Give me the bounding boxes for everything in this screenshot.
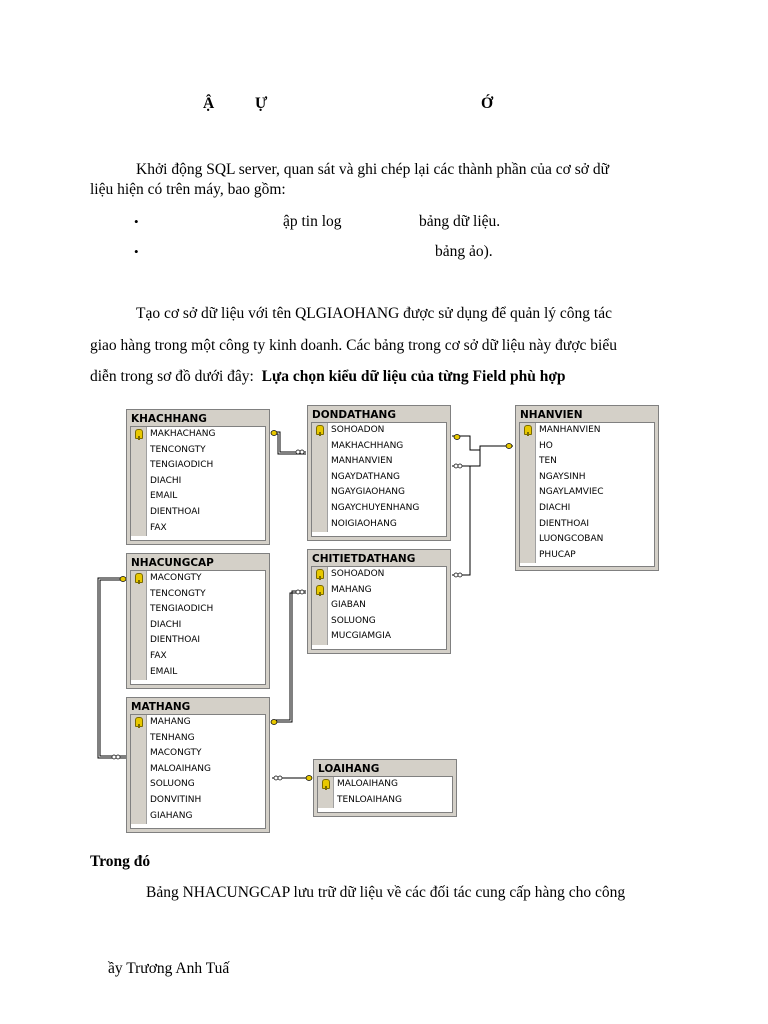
row-selector <box>312 629 328 645</box>
heading-fragment-2: Ự <box>255 95 268 112</box>
table-field-row[interactable] <box>312 501 446 517</box>
field-name: SOLUONG <box>150 779 195 790</box>
primary-key-icon <box>312 423 328 439</box>
row-selector <box>312 439 328 455</box>
field-name: GIABAN <box>331 600 366 611</box>
table-field-row[interactable] <box>520 423 654 439</box>
row-selector <box>131 587 147 603</box>
field-name: LUONGCOBAN <box>539 534 604 545</box>
table-field-row[interactable] <box>312 517 446 533</box>
primary-key-icon <box>312 583 328 599</box>
field-name: DIACHI <box>539 502 571 513</box>
field-name: NGAYLAMVIEC <box>539 487 604 498</box>
field-name: TEN <box>539 456 557 467</box>
field-name: EMAIL <box>150 491 178 502</box>
field-name: DIENTHOAI <box>539 518 590 529</box>
row-selector <box>520 485 536 501</box>
field-name: MALOAIHANG <box>337 779 398 789</box>
table-loaihang[interactable] <box>313 759 457 817</box>
bullet-marker: • <box>134 214 139 229</box>
table-title: LOAIHANG <box>318 763 380 775</box>
field-name: NGAYCHUYENHANG <box>331 502 420 513</box>
field-name: TENGIAODICH <box>150 604 214 615</box>
table-dondathang[interactable] <box>307 405 451 541</box>
table-field-row[interactable] <box>131 474 265 490</box>
row-selector <box>520 517 536 533</box>
bullet-1-text-b: bảng dữ liệu. <box>419 213 501 230</box>
table-field-row[interactable] <box>131 649 265 665</box>
field-name: TENLOAIHANG <box>337 794 402 805</box>
table-field-row[interactable] <box>312 567 446 583</box>
field-name: NOIGIAOHANG <box>331 518 397 529</box>
table-field-row[interactable] <box>131 793 265 809</box>
primary-key-icon <box>131 571 147 587</box>
primary-key-icon <box>520 423 536 439</box>
row-selector <box>520 439 536 455</box>
table-field-row[interactable] <box>131 458 265 474</box>
row-selector <box>318 793 334 809</box>
table-field-list <box>130 714 266 829</box>
row-selector <box>131 458 147 474</box>
table-field-row[interactable] <box>318 793 452 809</box>
row-selector <box>131 777 147 793</box>
table-field-row[interactable] <box>131 587 265 603</box>
row-selector <box>131 633 147 649</box>
table-title: CHITIETDATHANG <box>312 553 416 565</box>
row-selector <box>131 793 147 809</box>
row-selector <box>520 454 536 470</box>
row-selector <box>131 521 147 537</box>
primary-key-icon <box>131 715 147 731</box>
table-field-row[interactable] <box>131 443 265 459</box>
heading-fragment-1: Ậ <box>203 95 215 112</box>
row-selector <box>131 762 147 778</box>
bullet-1-text-a: ập tin log <box>283 213 342 230</box>
table-field-row[interactable] <box>131 571 265 587</box>
table-chitietdathang[interactable] <box>307 549 451 654</box>
row-selector <box>312 598 328 614</box>
table-field-list <box>130 570 266 685</box>
bullet-marker: • <box>134 244 139 259</box>
field-name: MAKHACHANG <box>150 429 216 439</box>
primary-key-icon <box>312 567 328 583</box>
table-field-row[interactable] <box>520 517 654 533</box>
desc-line-3-bold: Lựa chọn kiểu dữ liệu của từng Field phù hợp <box>261 368 566 385</box>
row-selector <box>520 501 536 517</box>
table-mathang[interactable] <box>126 697 270 833</box>
row-selector <box>131 489 147 505</box>
table-field-row[interactable] <box>318 777 452 793</box>
table-field-row[interactable] <box>131 777 265 793</box>
table-field-list <box>317 776 453 813</box>
field-name: GIAHANG <box>150 810 193 821</box>
field-name: DIACHI <box>150 475 182 486</box>
field-name: MACONGTY <box>150 573 202 583</box>
table-field-list <box>311 422 447 537</box>
row-selector <box>312 614 328 630</box>
table-field-list <box>130 426 266 541</box>
intro-line-2: liệu hiện có trên máy, bao gồm: <box>90 181 286 198</box>
field-name: SOHOADON <box>331 425 385 435</box>
table-title: KHACHHANG <box>131 413 207 425</box>
row-selector <box>312 517 328 533</box>
table-field-row[interactable] <box>520 501 654 517</box>
table-field-row[interactable] <box>131 746 265 762</box>
row-selector <box>131 809 147 825</box>
table-title: DONDATHANG <box>312 409 396 421</box>
field-name: MANHANVIEN <box>539 425 601 435</box>
table-field-row[interactable] <box>312 485 446 501</box>
table-field-row[interactable] <box>312 598 446 614</box>
row-selector <box>131 731 147 747</box>
section-label: Trong đó <box>90 853 151 870</box>
field-name: MAKHACHHANG <box>331 440 404 451</box>
table-nhanvien[interactable] <box>515 405 659 571</box>
row-selector <box>520 532 536 548</box>
primary-key-icon <box>131 427 147 443</box>
field-name: TENCONGTY <box>150 588 206 599</box>
table-field-list <box>519 422 655 567</box>
row-selector <box>131 505 147 521</box>
table-field-row[interactable] <box>520 454 654 470</box>
table-field-row[interactable] <box>131 715 265 731</box>
table-field-row[interactable] <box>131 809 265 825</box>
field-name: PHUCAP <box>539 549 576 560</box>
field-name: DIENTHOAI <box>150 635 201 646</box>
desc-line-3-text: diễn trong sơ đồ dưới đây: <box>90 368 254 385</box>
table-field-row[interactable] <box>131 633 265 649</box>
row-selector <box>131 746 147 762</box>
table-field-row[interactable] <box>520 548 654 564</box>
table-field-row[interactable] <box>131 762 265 778</box>
field-name: MAHANG <box>331 584 372 595</box>
closing-line: Bảng NHACUNGCAP lưu trữ dữ liệu về các đối tác cung cấp hàng cho công <box>146 884 626 901</box>
field-name: NGAYGIAOHANG <box>331 487 406 498</box>
table-field-row[interactable] <box>312 629 446 645</box>
table-field-row[interactable] <box>520 485 654 501</box>
heading-fragment-3: Ớ <box>481 95 494 112</box>
row-selector <box>131 474 147 490</box>
table-field-row[interactable] <box>312 439 446 455</box>
row-selector <box>520 548 536 564</box>
field-name: SOHOADON <box>331 569 385 579</box>
row-selector <box>131 602 147 618</box>
row-selector <box>312 454 328 470</box>
table-field-row[interactable] <box>131 665 265 681</box>
desc-line-1: Tạo cơ sở dữ liệu với tên QLGIAOHANG được sử dụng để quản lý công tác <box>136 305 612 322</box>
table-field-row[interactable] <box>312 583 446 599</box>
table-field-row[interactable] <box>520 439 654 455</box>
row-selector <box>520 470 536 486</box>
row-selector <box>312 470 328 486</box>
row-selector <box>312 501 328 517</box>
field-name: EMAIL <box>150 666 178 677</box>
table-title: NHACUNGCAP <box>131 557 214 569</box>
table-title: MATHANG <box>131 701 191 713</box>
bullet-2-text-b: bảng ảo). <box>435 243 493 260</box>
table-field-list <box>311 566 447 650</box>
field-name: MANHANVIEN <box>331 456 393 467</box>
field-name: DONVITINH <box>150 794 202 805</box>
table-field-row[interactable] <box>131 505 265 521</box>
table-field-row[interactable] <box>131 489 265 505</box>
table-field-row[interactable] <box>520 532 654 548</box>
table-field-row[interactable] <box>312 614 446 630</box>
primary-key-icon <box>318 777 334 793</box>
table-field-row[interactable] <box>520 470 654 486</box>
field-name: TENGIAODICH <box>150 460 214 471</box>
field-name: TENCONGTY <box>150 444 206 455</box>
table-field-row[interactable] <box>312 470 446 486</box>
footer-author: ầy Trương Anh Tuấ <box>108 960 230 977</box>
field-name: SOLUONG <box>331 615 376 626</box>
table-field-row[interactable] <box>131 521 265 537</box>
field-name: FAX <box>150 522 167 533</box>
row-selector <box>131 618 147 634</box>
field-name: MUCGIAMGIA <box>331 631 391 642</box>
field-name: NGAYDATHANG <box>331 471 401 482</box>
field-name: HO <box>539 440 553 451</box>
table-field-row[interactable] <box>312 423 446 439</box>
intro-line-1: Khởi động SQL server, quan sát và ghi chép lại các thành phần của cơ sở dữ <box>136 161 609 178</box>
row-selector <box>131 665 147 681</box>
desc-line-2: giao hàng trong một công ty kinh doanh. Các bảng trong cơ sở dữ liệu này được biểu <box>90 337 617 354</box>
field-name: DIACHI <box>150 619 182 630</box>
row-selector <box>131 649 147 665</box>
table-field-row[interactable] <box>131 427 265 443</box>
field-name: MALOAIHANG <box>150 763 211 774</box>
field-name: DIENTHOAI <box>150 506 201 517</box>
field-name: NGAYSINH <box>539 471 586 482</box>
table-nhacungcap[interactable] <box>126 553 270 689</box>
row-selector <box>312 485 328 501</box>
table-field-row[interactable] <box>312 454 446 470</box>
table-field-row[interactable] <box>131 731 265 747</box>
table-field-row[interactable] <box>131 618 265 634</box>
table-title: NHANVIEN <box>520 409 583 421</box>
field-name: MACONGTY <box>150 748 202 759</box>
field-name: FAX <box>150 650 167 661</box>
field-name: TENHANG <box>150 732 195 743</box>
table-field-row[interactable] <box>131 602 265 618</box>
field-name: MAHANG <box>150 717 191 727</box>
table-khachhang[interactable] <box>126 409 270 545</box>
row-selector <box>131 443 147 459</box>
